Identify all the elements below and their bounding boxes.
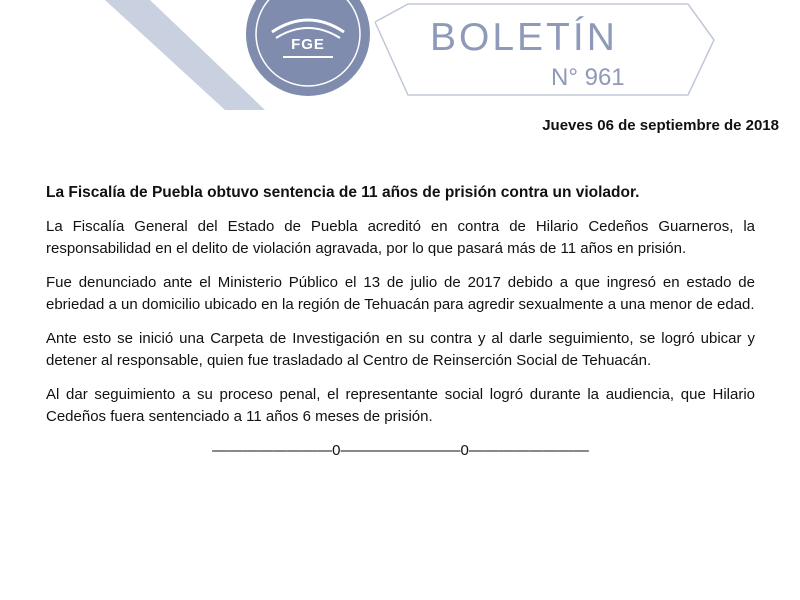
paragraph-4: Al dar seguimiento a su proceso penal, el representante social logró durante la audiencia, que Hilario Cedeños fuera sentenciado a 11 años 6 meses de prisión. <box>46 386 755 425</box>
banner-number: N° 961 <box>551 64 625 91</box>
bulletin-date: Jueves 06 de septiembre de 2018 <box>542 117 779 134</box>
banner-title: BOLETÍN <box>430 16 618 59</box>
seal-name: FGE <box>291 36 325 53</box>
paragraph-1: La Fiscalía General del Estado de Puebla acreditó en contra de Hilario Cedeños Guarneros, la responsabilidad en el delito de violación agravada, por lo que pasará más de 11 años en prisión. <box>46 218 755 257</box>
end-separator: ————————0————————0———————— <box>212 442 589 459</box>
headline: La Fiscalía de Puebla obtuvo sentencia de 11 años de prisión contra un violador. <box>46 184 640 201</box>
paragraph-2: Fue denunciado ante el Ministerio Público el 13 de julio de 2017 debido a que ingresó en estado de ebriedad a un domicilio ubicado en la región de Tehuacán para agredir sexualmente a una menor de edad. <box>46 274 755 313</box>
paragraph-3: Ante esto se inició una Carpeta de Investigación en su contra y al darle seguimiento, se logró ubicar y detener al responsable, quien fue trasladado al Centro de Reinserción Social de Tehuacán. <box>46 330 755 369</box>
bulletin-body <box>46 182 755 462</box>
diagonal-stripe <box>105 0 265 110</box>
header <box>0 0 800 110</box>
seal <box>243 0 373 100</box>
header-decoration <box>0 0 800 110</box>
